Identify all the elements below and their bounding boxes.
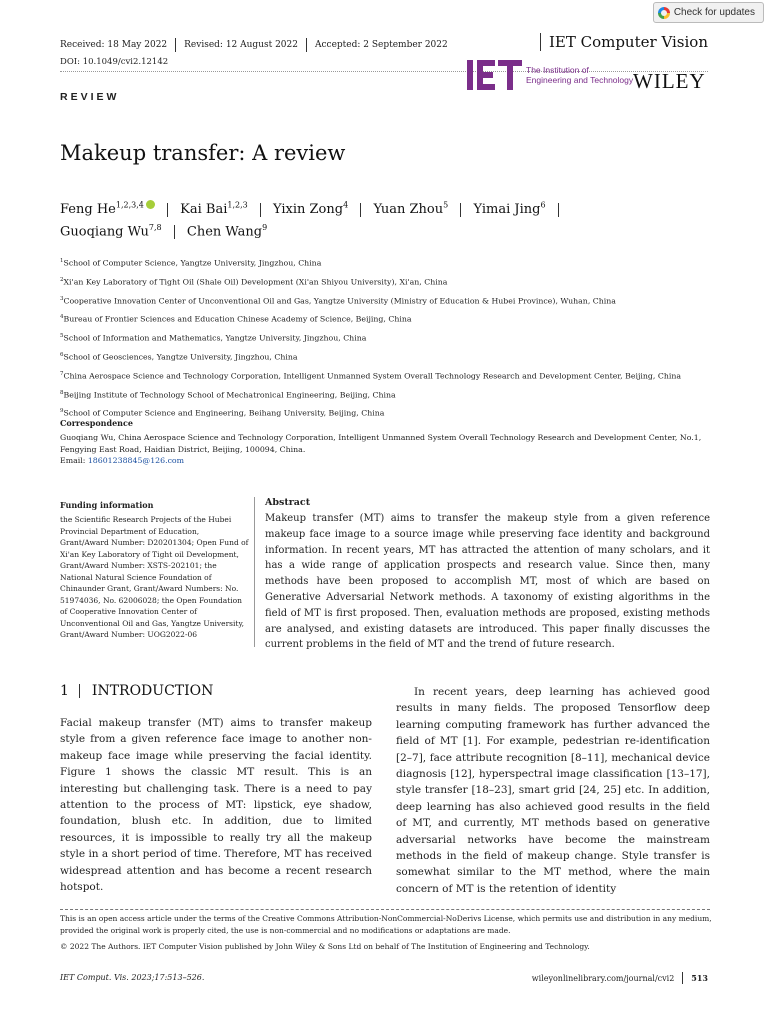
journal-name-block xyxy=(532,33,708,51)
doi[interactable]: DOI: 10.1049/cvi2.12142 xyxy=(60,57,169,67)
journal-url[interactable]: wileyonlinelibrary.com/journal/cvi2 xyxy=(531,973,675,983)
author-name[interactable]: Yimai Jing xyxy=(473,202,541,217)
section-label: REVIEW xyxy=(60,91,120,103)
email-label: Email: xyxy=(60,456,86,465)
iet-logo-line2: Engineering and Technology xyxy=(526,75,634,85)
affiliation: $^8$Beijing Institute of Technology School of Mechatronical Engineering, Beijing, China xyxy=(60,389,396,400)
affiliations-list xyxy=(60,253,710,422)
footnote-rule xyxy=(60,909,710,910)
iet-logo xyxy=(467,60,633,90)
author-affil: 1,2,3 xyxy=(227,200,248,210)
divider xyxy=(360,203,361,217)
orcid-icon[interactable] xyxy=(146,200,155,209)
iet-logo-text xyxy=(526,65,633,85)
affiliation: $^5$School of Information and Mathematics, Yangtze University, Jingzhou, China xyxy=(60,333,367,343)
section-title: INTRODUCTION xyxy=(91,683,214,699)
abstract-heading: Abstract xyxy=(265,497,311,508)
article-dates xyxy=(60,38,448,52)
affiliation: $^2$Xi'an Key Laboratory of Tight Oil (Shale Oil) Development (Xi'an Shiyou University), Xi'an, China xyxy=(60,276,448,287)
author-affil: 9 xyxy=(262,223,268,232)
affiliation: $^7$China Aerospace Science and Technology Corporation, Intelligent Unmanned System Overall Technology Research and Development Center, Beijing, China xyxy=(60,370,682,381)
author-name[interactable]: Chen Wang xyxy=(186,224,263,240)
iet-logo-icon xyxy=(467,60,522,90)
iet-logo-line1: The Institution of xyxy=(526,65,589,75)
page-footer-right xyxy=(532,972,708,984)
author-affil: 5 xyxy=(443,200,449,210)
authors-line-1 xyxy=(60,200,567,217)
accepted-date: Accepted: 2 September 2022 xyxy=(315,40,448,50)
divider xyxy=(167,203,168,217)
divider xyxy=(79,684,80,698)
article-title: Makeup transfer: A review xyxy=(60,141,346,165)
author-affil: 4 xyxy=(343,200,349,210)
funding-text: the Scientific Research Projects of the Hubei Provincial Department of Education, Grant/Award Number: D20201304; Open Fund of Xi'an Key Laboratory of Tight oil Development, Grant/Award Number: XSTS-202101; the National Natural Science Foundation of Chinaunder Grant, Grant/Award Numbers: No. 51974036, No. 62006028; the Open Foundation of Cooperative Innovation Center of Unconventional Oil and Gas, Yangtze University, Grant/Award Number: UOG2022-06 xyxy=(60,515,249,639)
page-number: 513 xyxy=(691,973,708,983)
divider xyxy=(175,38,176,52)
abstract-divider xyxy=(254,497,255,647)
affiliation: $^4$Bureau of Frontier Sciences and Education Chinese Academy of Science, Beijing, China xyxy=(60,314,412,324)
author-name[interactable]: Yixin Zong xyxy=(273,202,344,217)
copyright-note: © 2022 The Authors. IET Computer Vision published by John Wiley & Sons Ltd on behalf of The Institution of Engineering and Technology. xyxy=(60,942,590,951)
correspondence-address: Guoqiang Wu, China Aerospace Science and Technology Corporation, Intelligent Unmanned System Overall Technology Research and Development Center, No.1, Fengying East Road, Haidian District, Beijing, 100094, China. xyxy=(60,433,702,454)
author-affil: 7,8 xyxy=(148,223,162,232)
journal-name: IET Computer Vision xyxy=(548,33,708,51)
citation-text: IET Comput. Vis. 2023;17:513–526. xyxy=(60,973,205,982)
journal-citation xyxy=(60,973,204,982)
divider xyxy=(174,225,175,239)
license-note: This is an open access article under the terms of the Creative Commons Attribution-NonCommercial-NoDerivs License, which permits use and distribution in any medium, provided the original work is properly cited, the use is non-commercial and no modifications or adaptations are made. xyxy=(60,914,712,935)
correspondence-heading: Correspondence xyxy=(60,418,133,428)
affiliation: $^9$School of Computer Science and Engineering, Beihang University, Beijing, China xyxy=(60,408,385,418)
section-heading-introduction xyxy=(60,683,213,699)
check-for-updates-button[interactable] xyxy=(653,2,764,23)
author-name[interactable]: Yuan Zhou xyxy=(373,202,444,217)
affiliation: $^6$School of Geosciences, Yangtze University, Jingzhou, China xyxy=(60,351,298,362)
divider xyxy=(558,203,559,217)
divider xyxy=(460,203,461,217)
correspondence-text xyxy=(60,432,715,467)
intro-paragraph-1: Facial makeup transfer (MT) aims to transfer makeup style from a given reference face image to another non-makeup face image while preserving the facial identity. Figure 1 shows the classic MT result. This is an interesting but challenging task. There is a need to pay attention to the process of MT: lipstick, eye shadow, foundation, blush etc. In addition, due to limited resources, it is impossible to really try all the makeup style in a short period of time. Therefore, MT has received widespread attention and has become a recent research hotspot. xyxy=(60,717,372,894)
revised-date: Revised: 12 August 2022 xyxy=(184,40,298,50)
correspondence-email-link[interactable]: 18601238845@126.com xyxy=(87,456,185,465)
section-number: 1 xyxy=(60,683,69,699)
intro-paragraph-2: In recent years, deep learning has achieved good results in many fields. The proposed Tensorflow deep learning computing framework has further advanced the field of MT [1]. For example, pedestrian re-identification [2–7], face attribute recognition [8–11], mechanical device diagnosis [12], hyperspectral image classification [13–17], style transfer [18–23], smart grid [24, 25] etc. In addition, deep learning has also achieved good results in the field of MT, and currently, MT methods based on generative adversarial networks have become the mainstream methods in the field of makeup change. Style transfer is somewhat similar to the MT method, where the main concern of MT is the retention of identity xyxy=(396,686,710,895)
author-affil: 1,2,3,4 xyxy=(115,200,144,210)
received-date: Received: 18 May 2022 xyxy=(60,40,168,50)
author-name[interactable]: Guoqiang Wu xyxy=(60,224,149,240)
crossmark-icon xyxy=(658,7,670,19)
affiliation: $^1$School of Computer Science, Yangtze University, Jingzhou, China xyxy=(60,258,322,268)
author-name[interactable]: Kai Bai xyxy=(180,202,228,217)
divider xyxy=(306,38,307,52)
divider xyxy=(682,972,683,984)
check-for-updates-label: Check for updates xyxy=(673,7,755,18)
divider xyxy=(540,33,541,51)
wiley-logo: WILEY xyxy=(633,69,706,93)
abstract-text: Makeup transfer (MT) aims to transfer the makeup style from a given reference makeup face image to a source image while preserving face identity and background information. In recent years, MT has attracted the attention of many scholars, and it has a wide range of application prospects and research value. Since then, many methods have been proposed to accomplish MT, most of which are based on Generative Adversarial Network methods. A taxonomy of existing algorithms in the field of MT is first proposed. Then, evaluation methods are proposed, existing methods are analysed, and existing datasets are introduced. This paper finally discusses the current problems in the field of MT and the trend of future research. xyxy=(265,513,710,651)
author-name[interactable]: Feng He xyxy=(60,202,116,217)
author-affil: 6 xyxy=(540,200,546,210)
funding-heading: Funding information xyxy=(60,500,154,510)
affiliation: $^3$Cooperative Innovation Center of Unconventional Oil and Gas, Yangtze University (Ministry of Education & Hubei Province), Wuhan, China xyxy=(60,295,616,306)
divider xyxy=(260,203,261,217)
authors-line-2 xyxy=(60,223,267,239)
